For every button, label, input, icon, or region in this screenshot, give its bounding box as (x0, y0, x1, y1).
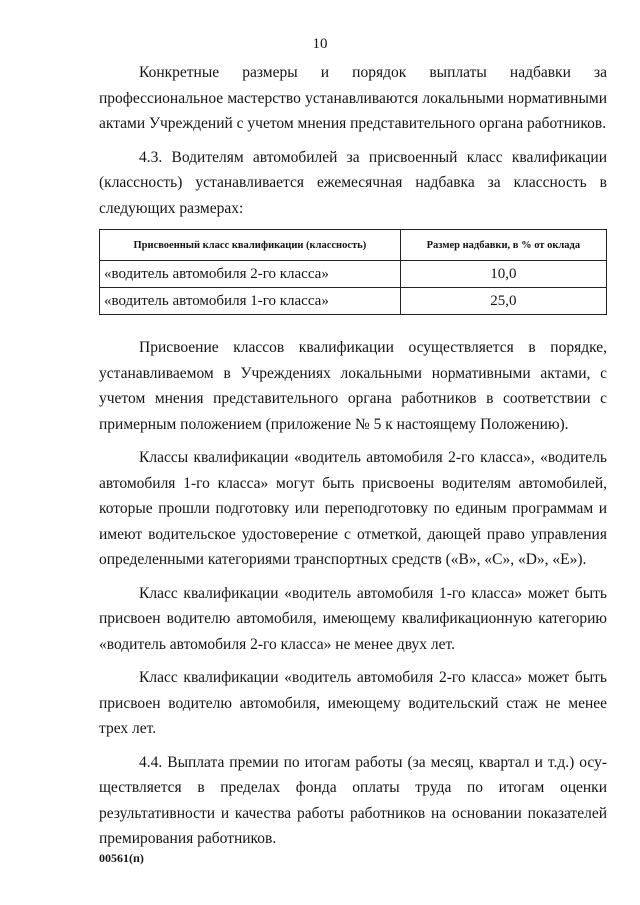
table-row (100, 261, 607, 288)
table-header-row (100, 230, 607, 261)
paragraph-second-class: Класс квалификации «водитель автомобиля 2-го класса» может быть присвоен водителю автомобиля, имеющему водительский стаж не менее трех лет. (99, 669, 607, 737)
table-cell-class: «водитель автомобиля 1-го класса» (100, 288, 401, 315)
table-cell-rate: 10,0 (400, 261, 606, 288)
document-code: 00561(п) (99, 851, 144, 865)
paragraph-4-4: 4.4. Выплата премии по итогам работы (за месяц, квартал и т.д.) осуществляется в пределах фонда оплаты труда по итогам оценки результативности и качества работы работников на основании показателей премирования работников. (99, 753, 607, 847)
class-bonus-table (99, 229, 607, 315)
table-header-class: Присвоенный класс квалификации (классность) (100, 230, 401, 261)
table-row (100, 288, 607, 315)
paragraph-first-class: Класс квалификации «водитель автомобиля 1-го класса» может быть присвоен водителю автомобиля, имеющему квалификационную категорию «водитель автомобиля 2-го класса» не менее двух лет. (99, 584, 607, 653)
paragraph-bonus-terms: Конкретные размеры и порядок выплаты надбавки за профессиональное мастерство устанавливаются локальными нормативными актами Учреждений с учетом мнения представительного органа работников. (99, 64, 607, 132)
page-number: 10 (312, 36, 328, 52)
paragraph-class-eligibility: Классы квалификации «водитель автомобиля 2-го класса», «водитель автомобиля 1-го класса» могут быть присвоены водителям автомобилей, которые прошли подготовку или переподготовку по единым программам и имеют водительское удостоверение с отметкой, дающей право управления определенными категориями транспортных средств («B», «C», «D», «E»). (99, 449, 607, 568)
table-cell-rate: 25,0 (400, 288, 606, 315)
table-cell-class: «водитель автомобиля 2-го класса» (100, 261, 401, 288)
document-body (99, 60, 607, 852)
paragraph-class-assignment: Присвоение классов квалификации осуществляется в порядке, устанавливаемом в Учреждениях локальными нормативными актами, с учетом мнения представительного органа работников в соответствии с примерным положением (приложение № 5 к настоящему Положению). (99, 339, 607, 433)
table-header-rate: Размер надбавки, в % от оклада (400, 230, 606, 261)
paragraph-4-3: 4.3. Водителям автомобилей за присвоенный класс квалификации (классность) устанавливается ежемесячная надбавка за классность в следующих размерах: (99, 148, 607, 217)
